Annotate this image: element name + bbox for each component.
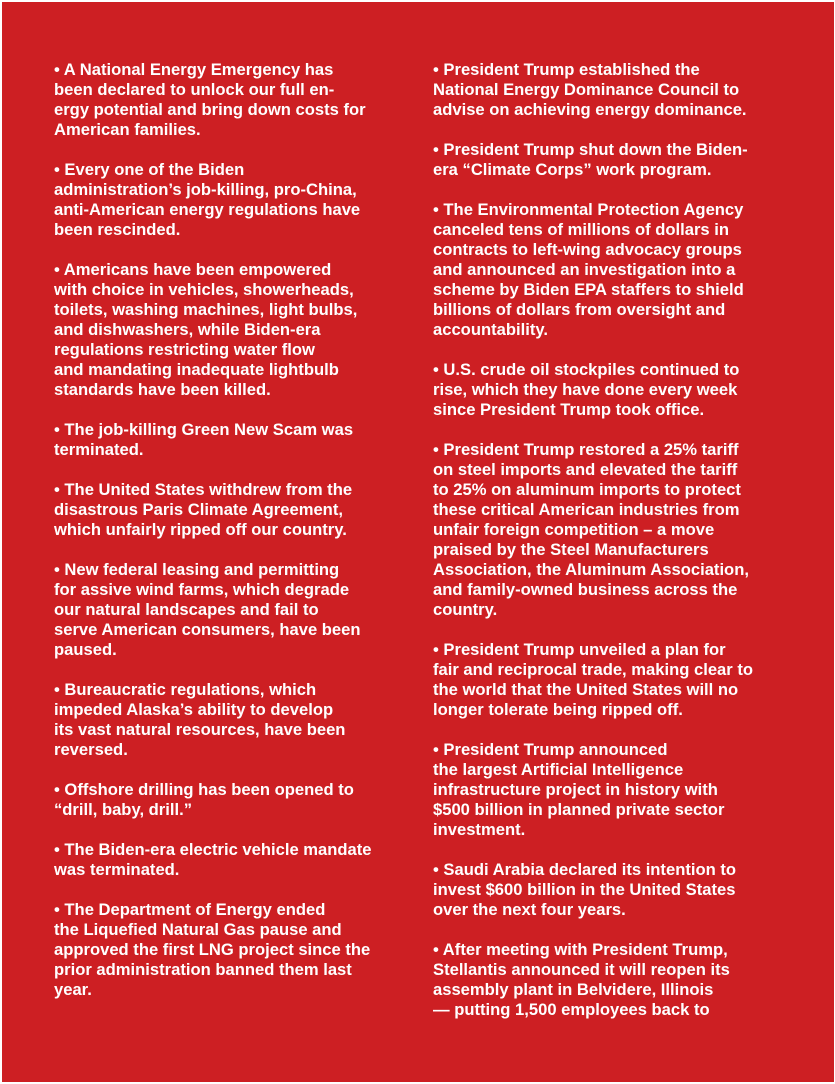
bullet-item: • New federal leasing and permitting for assive wind farms, which degrade our natural landscapes and fail to serve American consumers, have been paused. — [54, 560, 361, 659]
bullet-item: • The Biden-era electric vehicle mandate was terminated. — [54, 840, 372, 879]
bullet-item: • President Trump unveiled a plan for fair and reciprocal trade, making clear to the world that the United States will no longer tolerate being ripped off. — [433, 640, 754, 719]
bullet-item: • Every one of the Biden administration’s job-killing, pro-China, anti-American energy regulations have been rescinded. — [54, 160, 361, 239]
bullet-item: • The United States withdrew from the disastrous Paris Climate Agreement, which unfairly ripped off our country. — [54, 480, 353, 539]
bullet-item: • U.S. crude oil stockpiles continued to rise, which they have done every week since President Trump took office. — [433, 360, 740, 419]
left-column — [54, 60, 416, 1020]
bullet-item: • The job-killing Green New Scam was terminated. — [54, 420, 354, 459]
right-column — [433, 60, 801, 1040]
bullet-item: • A National Energy Emergency has been declared to unlock our full en- ergy potential and bring down costs for American families. — [54, 60, 366, 139]
bullet-item: • President Trump announced the largest Artificial Intelligence infrastructure project in history with $500 billion in planned private sector investment. — [433, 740, 725, 839]
bullet-item: • After meeting with President Trump, Stellantis announced it will reopen its assembly plant in Belvidere, Illinois — putting 1,500 employees back to — [433, 940, 730, 1019]
bullet-item: • Saudi Arabia declared its intention to invest $600 billion in the United States over the next four years. — [433, 860, 737, 919]
document-page — [2, 2, 834, 1082]
bullet-item: • The Department of Energy ended the Liquefied Natural Gas pause and approved the first LNG project since the prior administration banned them last year. — [54, 900, 371, 999]
bullet-item: • President Trump restored a 25% tariff on steel imports and elevated the tariff to 25% on aluminum imports to protect these critical American industries from unfair foreign competition – a move praised by the Steel Manufacturers Association, the Aluminum Association, and family-owned business across the country. — [433, 440, 749, 619]
bullet-item: • Americans have been empowered with choice in vehicles, showerheads, toilets, washing machines, light bulbs, and dishwashers, while Biden-era regulations restricting water flow and mandating inadequate lightbulb standards have been killed. — [54, 260, 358, 399]
bullet-item: • Bureaucratic regulations, which impeded Alaska’s ability to develop its vast natural resources, have been reversed. — [54, 680, 346, 759]
bullet-item: • Offshore drilling has been opened to “drill, baby, drill.” — [54, 780, 354, 819]
bullet-item: • The Environmental Protection Agency canceled tens of millions of dollars in contracts to left-wing advocacy groups and announced an investigation into a scheme by Biden EPA staffers to shield billions of dollars from oversight and accountability. — [433, 200, 744, 339]
bullet-item: • President Trump shut down the Biden- era “Climate Corps” work program. — [433, 140, 748, 179]
bullet-item: • President Trump established the National Energy Dominance Council to advise on achieving energy dominance. — [433, 60, 747, 119]
